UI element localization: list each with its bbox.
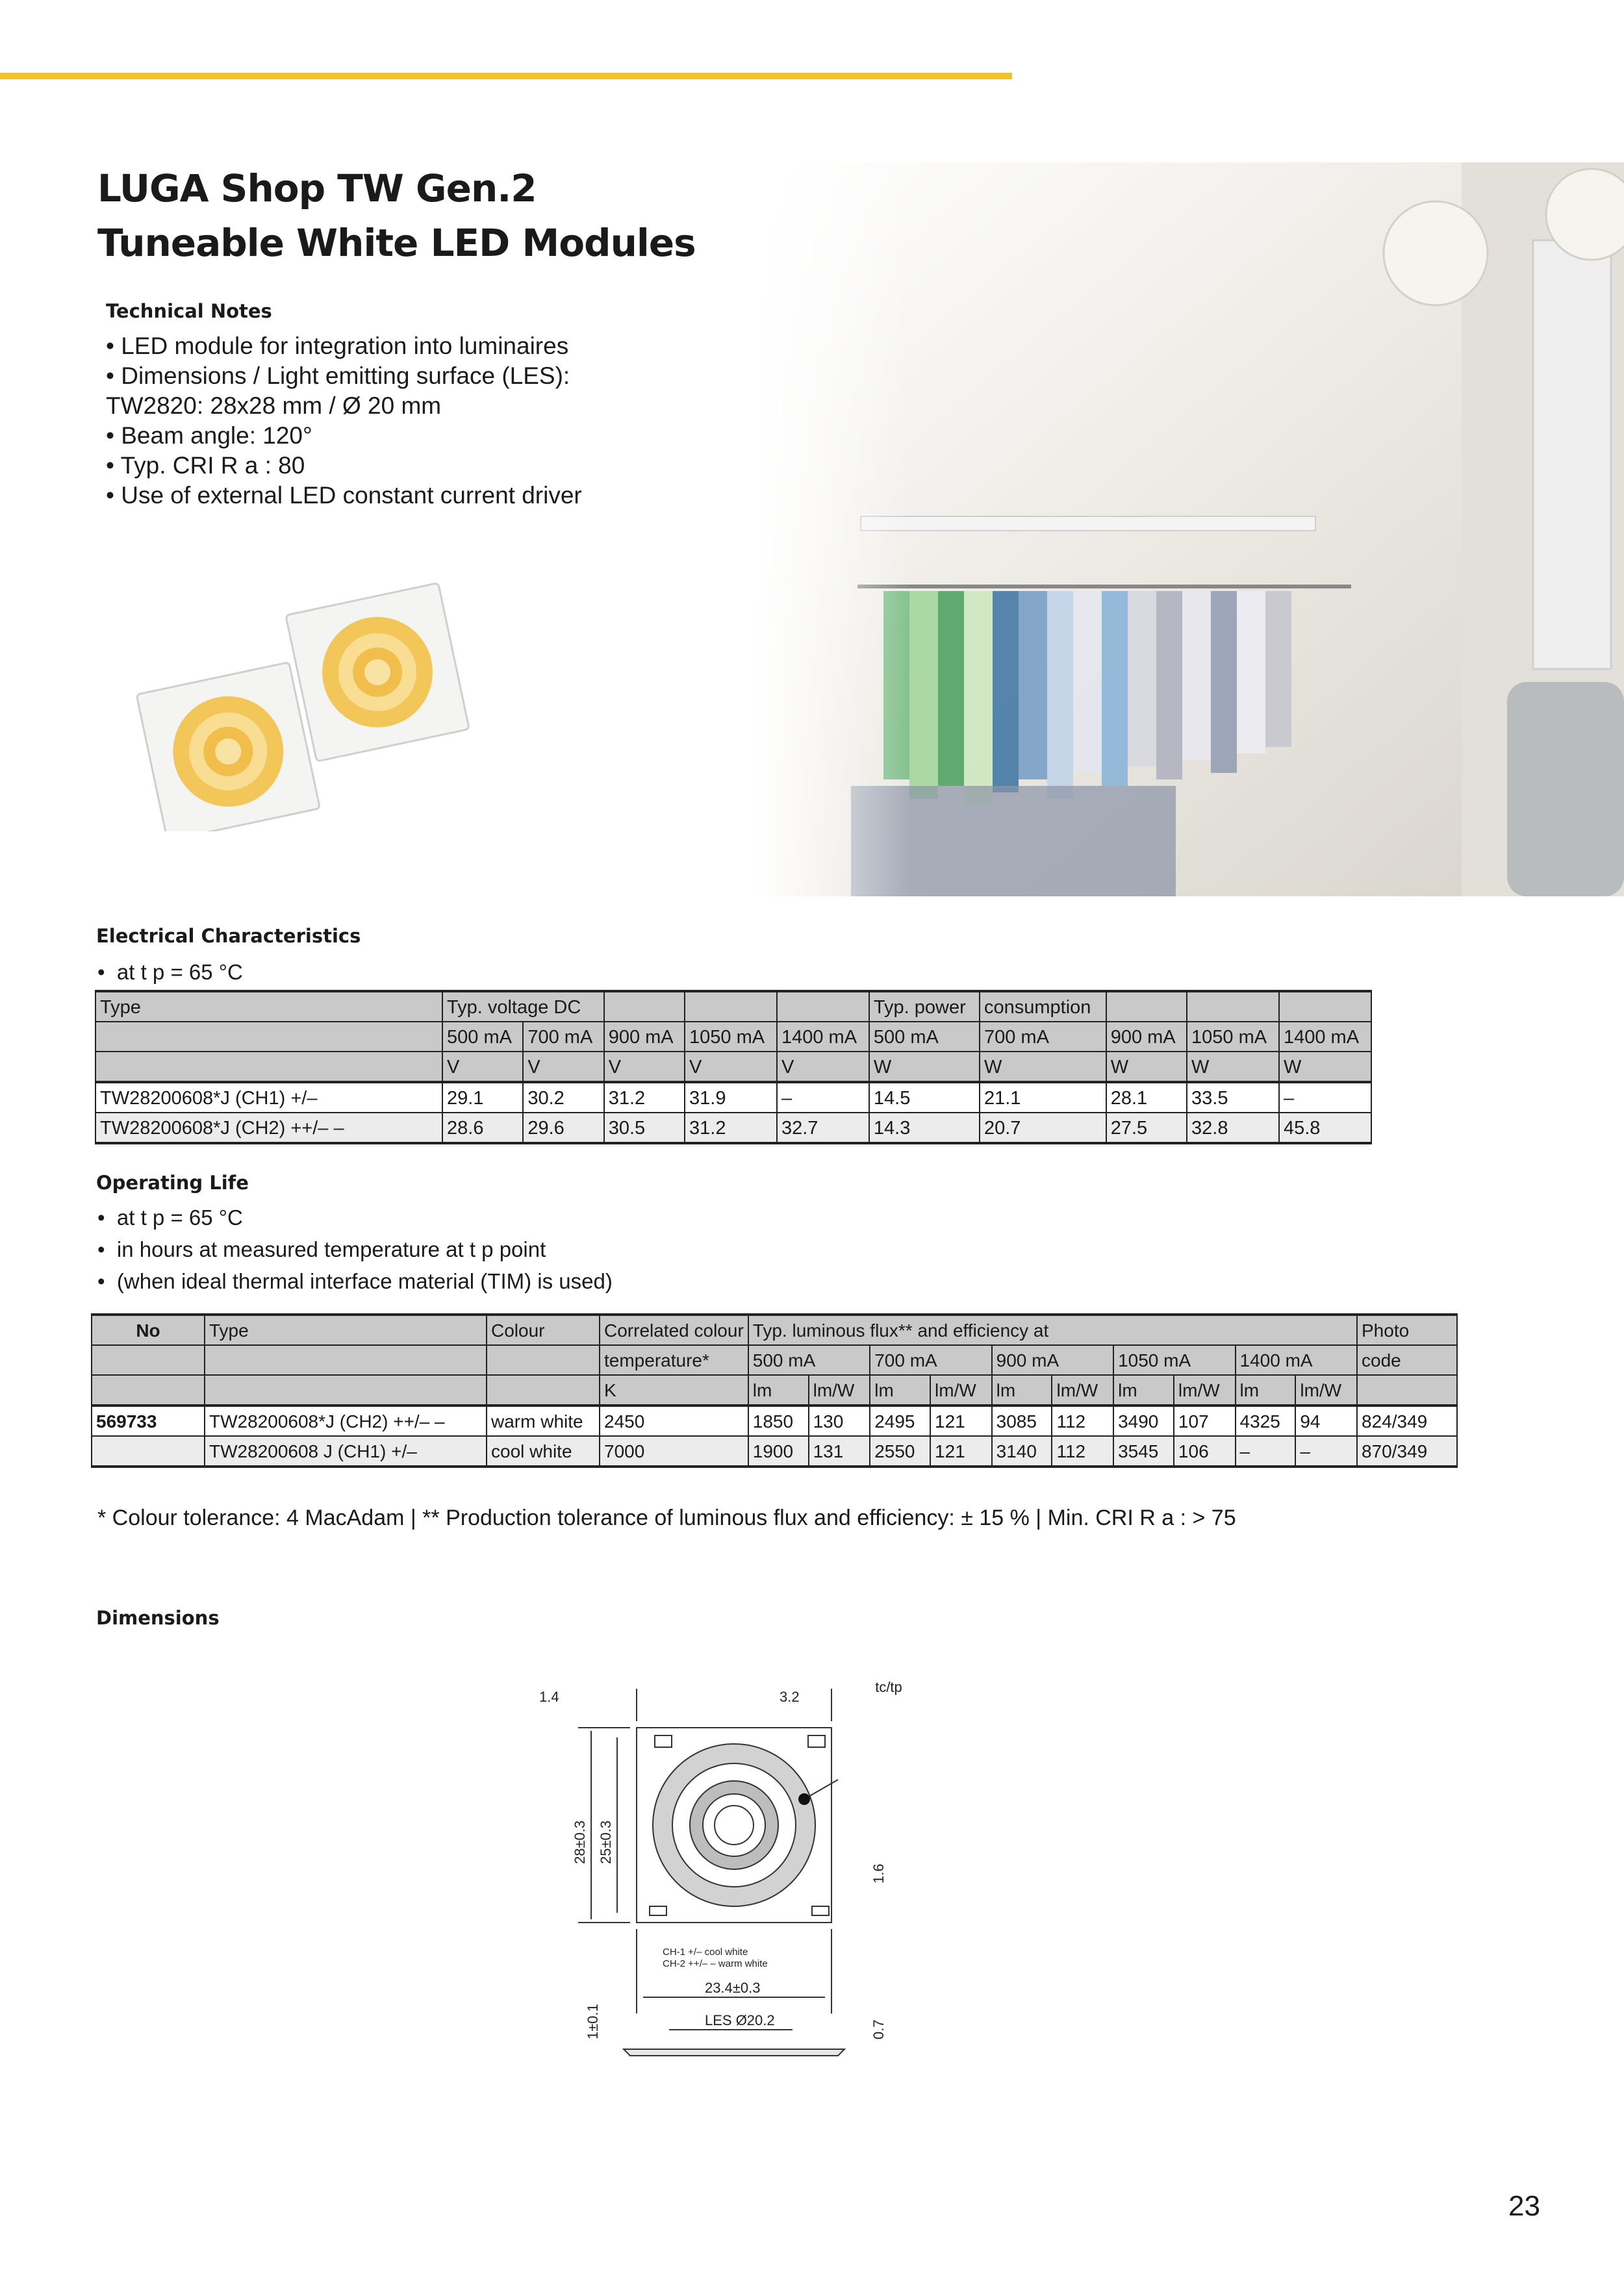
value-cell: 112 <box>1052 1406 1113 1436</box>
electrical-notes <box>97 956 243 988</box>
current-header: 700 mA <box>523 1022 603 1052</box>
value-cell: 14.3 <box>869 1113 980 1143</box>
value-cell: 21.1 <box>980 1082 1106 1113</box>
electrical-note-text: at t p = 65 °C <box>116 960 243 984</box>
type-cell: TW28200608*J (CH1) +/– <box>95 1082 442 1113</box>
col-cct-b: temperature* <box>600 1345 748 1375</box>
value-cell: 45.8 <box>1279 1113 1371 1143</box>
col-power-a: Typ. power <box>869 991 980 1022</box>
unit-cell: W <box>1106 1052 1187 1082</box>
unit-cell: V <box>523 1052 603 1082</box>
cct-cell: 2450 <box>600 1406 748 1436</box>
page-number: 23 <box>1508 2190 1540 2222</box>
value-cell: 28.6 <box>442 1113 523 1143</box>
operating-note-text: in hours at measured temperature at t p point <box>116 1237 546 1261</box>
unit-cell: W <box>869 1052 980 1082</box>
value-cell: 94 <box>1295 1406 1357 1436</box>
value-cell: 14.5 <box>869 1082 980 1113</box>
col-blank <box>1187 991 1279 1022</box>
operating-note-text: at t p = 65 °C <box>116 1205 243 1230</box>
value-cell: 3085 <box>992 1406 1052 1436</box>
unit-cell: V <box>685 1052 777 1082</box>
value-cell: 2550 <box>870 1436 930 1467</box>
unit-cell: lm/W <box>1052 1375 1113 1406</box>
dim-label: 25±0.3 <box>598 1820 614 1864</box>
unit-cell: lm <box>992 1375 1052 1406</box>
current-header: 900 mA <box>1106 1022 1187 1052</box>
unit-cell: W <box>980 1052 1106 1082</box>
operating-note: • (when ideal thermal interface material (TIM) is used) <box>97 1269 613 1293</box>
value-cell: 4325 <box>1236 1406 1296 1436</box>
value-cell: 32.7 <box>777 1113 869 1143</box>
title-line-2: Tuneable White LED Modules <box>97 221 696 265</box>
cell-blank <box>487 1345 600 1375</box>
col-photo: Photo <box>1357 1315 1457 1345</box>
value-cell: – <box>777 1082 869 1113</box>
technical-notes-list <box>106 331 582 511</box>
unit-cell: W <box>1279 1052 1371 1082</box>
legend-ch2: CH-2 ++/– – warm white <box>663 1958 768 1969</box>
dim-label: LES Ø20.2 <box>705 2012 775 2028</box>
col-cct: Correlated colour <box>600 1315 748 1345</box>
operating-note: • in hours at measured temperature at t p point <box>97 1237 546 1261</box>
no-cell: 569733 <box>92 1406 205 1436</box>
value-cell: – <box>1279 1082 1371 1113</box>
col-photo-b: code <box>1357 1345 1457 1375</box>
value-cell: 3545 <box>1113 1436 1174 1467</box>
table-row <box>95 1113 1371 1143</box>
unit-cell: lm/W <box>1295 1375 1357 1406</box>
current-header: 1400 mA <box>1279 1022 1371 1052</box>
dim-label: tc/tp <box>875 1679 902 1695</box>
value-cell: – <box>1295 1436 1357 1467</box>
dim-label: 0.7 <box>870 2019 887 2039</box>
value-cell: 106 <box>1174 1436 1236 1467</box>
dim-label: 28±0.3 <box>572 1820 588 1864</box>
value-cell: 1900 <box>748 1436 809 1467</box>
value-cell: 29.6 <box>523 1113 603 1143</box>
value-cell: 121 <box>930 1436 992 1467</box>
title-line-1: LUGA Shop TW Gen.2 <box>97 166 537 210</box>
dimension-drawing <box>533 1650 922 2104</box>
photo-cell: 870/349 <box>1357 1436 1457 1467</box>
col-blank <box>1279 991 1371 1022</box>
note-item: • Use of external LED constant current driver <box>106 482 582 509</box>
current-header: 1050 mA <box>1113 1345 1235 1375</box>
current-header: 500 mA <box>442 1022 523 1052</box>
current-header: 900 mA <box>992 1345 1113 1375</box>
dim-label: 1.4 <box>539 1689 559 1705</box>
dim-label: 23.4±0.3 <box>705 1980 761 1996</box>
type-cell: TW28200608*J (CH2) ++/– – <box>205 1406 487 1436</box>
operating-notes <box>97 1202 613 1297</box>
note-item: • Dimensions / Light emitting surface (LES): <box>106 362 570 389</box>
unit-cell: lm <box>1236 1375 1296 1406</box>
col-no: No <box>92 1315 205 1345</box>
note-item: • Beam angle: 120° <box>106 422 312 449</box>
value-cell: 32.8 <box>1187 1113 1279 1143</box>
value-cell: 29.1 <box>442 1082 523 1113</box>
dimensions-heading: Dimensions <box>96 1607 220 1629</box>
dim-label: 1±0.1 <box>585 2004 601 2039</box>
unit-cell: W <box>1187 1052 1279 1082</box>
page-title <box>97 161 696 270</box>
col-blank <box>685 991 777 1022</box>
cell-blank <box>205 1375 487 1406</box>
current-header: 1050 mA <box>1187 1022 1279 1052</box>
accent-bar <box>0 73 1012 79</box>
electrical-note: • at t p = 65 °C <box>97 960 243 984</box>
value-cell: 31.2 <box>685 1113 777 1143</box>
value-cell: 131 <box>809 1436 870 1467</box>
footnote: * Colour tolerance: 4 MacAdam | ** Production tolerance of luminous flux and efficiency: ± 15 % | Min. CRI R a : > 75 <box>97 1506 1236 1530</box>
value-cell: 28.1 <box>1106 1082 1187 1113</box>
value-cell: 130 <box>809 1406 870 1436</box>
col-colour: Colour <box>487 1315 600 1345</box>
unit-cell: V <box>604 1052 685 1082</box>
table-row <box>95 1082 1371 1113</box>
dim-label: 1.6 <box>870 1863 887 1884</box>
table-header-row <box>95 1022 1371 1052</box>
technical-notes-heading: Technical Notes <box>106 300 272 322</box>
photo-cell: 824/349 <box>1357 1406 1457 1436</box>
value-cell: 20.7 <box>980 1113 1106 1143</box>
type-cell: TW28200608*J (CH2) ++/– – <box>95 1113 442 1143</box>
cell-blank <box>487 1375 600 1406</box>
col-blank <box>604 991 685 1022</box>
table-header-row <box>92 1315 1457 1345</box>
value-cell: 107 <box>1174 1406 1236 1436</box>
table-header-row <box>95 991 1371 1022</box>
unit-cell: lm <box>748 1375 809 1406</box>
unit-cell: lm/W <box>1174 1375 1236 1406</box>
unit-cell: lm <box>1113 1375 1174 1406</box>
electrical-table <box>95 990 1372 1144</box>
note-item: • LED module for integration into luminaires <box>106 333 569 359</box>
value-cell: 3490 <box>1113 1406 1174 1436</box>
operating-note-text: (when ideal thermal interface material (TIM) is used) <box>116 1269 613 1293</box>
current-header: 900 mA <box>604 1022 685 1052</box>
table-row <box>92 1436 1457 1467</box>
type-cell: TW28200608 J (CH1) +/– <box>205 1436 487 1467</box>
cell-blank <box>205 1345 487 1375</box>
colour-cell: warm white <box>487 1406 600 1436</box>
value-cell: 30.2 <box>523 1082 603 1113</box>
value-cell: 121 <box>930 1406 992 1436</box>
value-cell: 33.5 <box>1187 1082 1279 1113</box>
col-voltage: Typ. voltage DC <box>442 991 604 1022</box>
no-cell <box>92 1436 205 1467</box>
value-cell: 31.2 <box>604 1082 685 1113</box>
table-row <box>92 1406 1457 1436</box>
col-flux: Typ. luminous flux** and efficiency at <box>748 1315 1357 1345</box>
current-header: 1400 mA <box>777 1022 869 1052</box>
electrical-heading: Electrical Characteristics <box>96 925 361 947</box>
value-cell: 27.5 <box>1106 1113 1187 1143</box>
cell-blank <box>1357 1375 1457 1406</box>
unit-cell: V <box>442 1052 523 1082</box>
unit-cell: lm/W <box>930 1375 992 1406</box>
current-header: 700 mA <box>870 1345 991 1375</box>
cell-blank <box>92 1345 205 1375</box>
col-blank <box>1106 991 1187 1022</box>
note-item: TW2820: 28x28 mm / Ø 20 mm <box>106 392 442 419</box>
value-cell: 31.9 <box>685 1082 777 1113</box>
cct-cell: 7000 <box>600 1436 748 1467</box>
current-header: 700 mA <box>980 1022 1106 1052</box>
unit-cell: lm/W <box>809 1375 870 1406</box>
value-cell: 112 <box>1052 1436 1113 1467</box>
col-blank <box>777 991 869 1022</box>
cell-blank <box>92 1375 205 1406</box>
current-header: 1050 mA <box>685 1022 777 1052</box>
col-type: Type <box>95 991 442 1022</box>
unit-cell: K <box>600 1375 748 1406</box>
dim-label: 3.2 <box>780 1689 800 1705</box>
table-unit-row <box>95 1052 1371 1082</box>
unit-cell: V <box>777 1052 869 1082</box>
operating-note: • at t p = 65 °C <box>97 1205 243 1230</box>
col-power-b: consumption <box>980 991 1106 1022</box>
value-cell: – <box>1236 1436 1296 1467</box>
led-module-image <box>130 572 494 831</box>
value-cell: 1850 <box>748 1406 809 1436</box>
cell-blank <box>95 1022 442 1052</box>
value-cell: 30.5 <box>604 1113 685 1143</box>
col-type: Type <box>205 1315 487 1345</box>
value-cell: 2495 <box>870 1406 930 1436</box>
table-header-row <box>92 1345 1457 1375</box>
note-item: • Typ. CRI R a : 80 <box>106 452 305 479</box>
table-unit-row <box>92 1375 1457 1406</box>
colour-cell: cool white <box>487 1436 600 1467</box>
current-header: 500 mA <box>748 1345 870 1375</box>
cell-blank <box>95 1052 442 1082</box>
value-cell: 3140 <box>992 1436 1052 1467</box>
legend-ch1: CH-1 +/– cool white <box>663 1947 748 1958</box>
unit-cell: lm <box>870 1375 930 1406</box>
current-header: 500 mA <box>869 1022 980 1052</box>
current-header: 1400 mA <box>1236 1345 1357 1375</box>
operating-life-table <box>91 1313 1458 1468</box>
shop-photo <box>754 162 1624 896</box>
operating-heading: Operating Life <box>96 1172 249 1194</box>
